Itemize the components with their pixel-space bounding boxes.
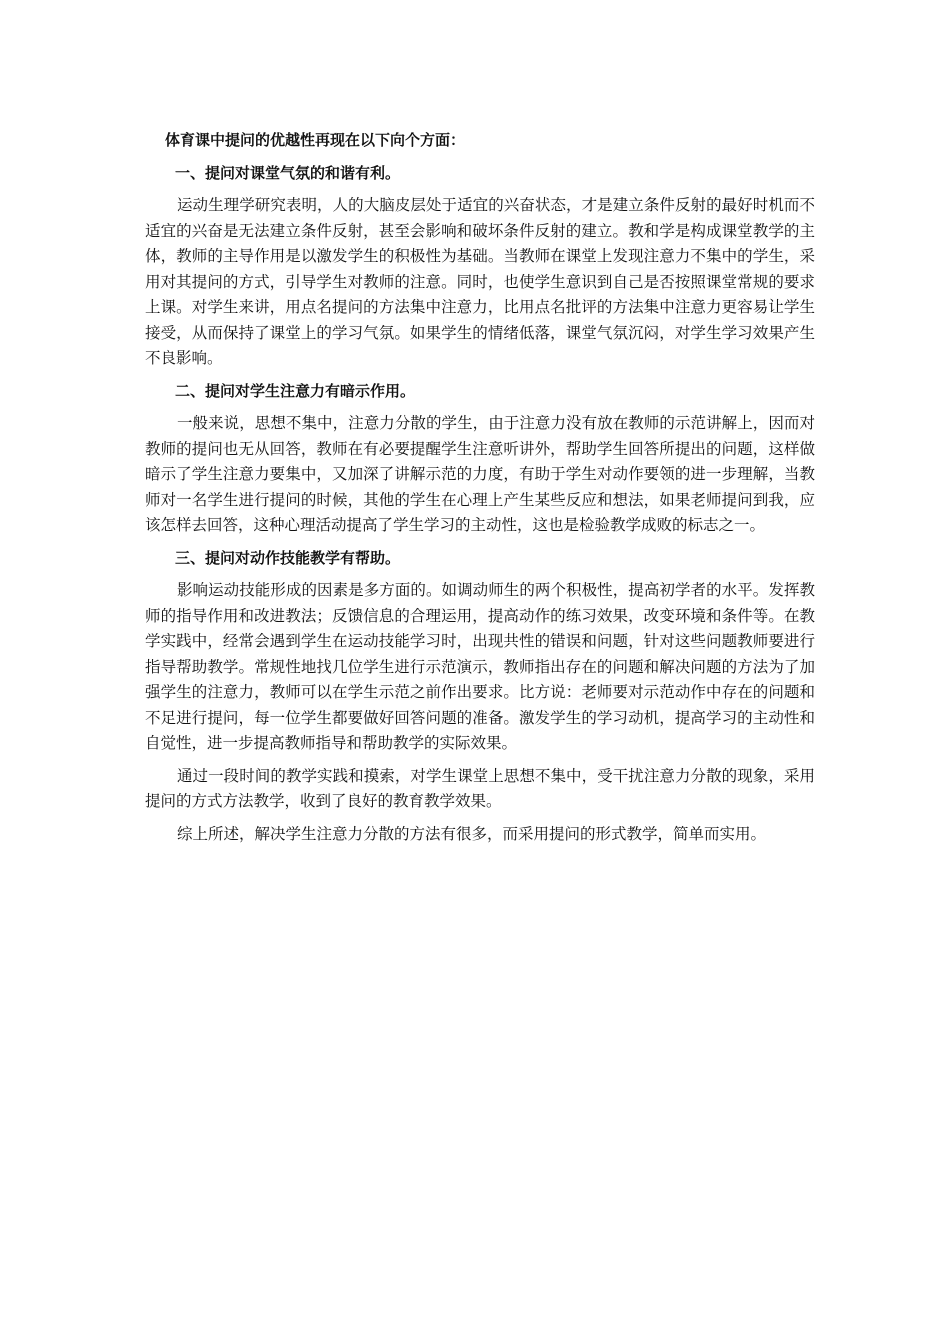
document-page [145, 128, 815, 854]
closing-paragraph-2: 综上所述，解决学生注意力分散的方法有很多，而采用提问的形式教学，简单而实用。 [177, 824, 767, 843]
section-2-body: 一般来说，思想不集中，注意力分散的学生，由于注意力没有放在教师的示范讲解上，因而对教师的提问也无从回答，教师在有必要提醒学生注意听讲外，帮助学生回答所提出的问题，这样做暗示了学生注意力要集中，又加深了讲解示范的力度，有助于学生对动作要领的进一步理解，当教师对一名学生进行提问的时候，其他的学生在心理上产生某些反应和想法，如果老师提问到我，应该怎样去回答，这种心理活动提高了学生学习的主动性，这也是检验教学成败的标志之一。 [145, 414, 815, 534]
section-1-heading: 一、提问对课堂气氛的和谐有利。 [175, 163, 401, 182]
section-2-heading: 二、提问对学生注意力有暗示作用。 [175, 381, 416, 400]
section-3-body: 影响运动技能形成的因素是多方面的。如调动师生的两个积极性，提高初学者的水平。发挥教师的指导作用和改进教法；反馈信息的合理运用，提高动作的练习效果，改变环境和条件等。在教学实践中，经常会遇到学生在运动技能学习时，出现共性的错误和问题，针对这些问题教师要进行指导帮助教学。常规性地找几位学生进行示范演示，教师指出存在的问题和解决问题的方法为了加强学生的注意力，教师可以在学生示范之前作出要求。比方说：老师要对示范动作中存在的问题和不足进行提问，每一位学生都要做好回答问题的准备。激发学生的学习动机，提高学习的主动性和自觉性，进一步提高教师指导和帮助教学的实际效果。 [145, 581, 815, 752]
section-1-body: 运动生理学研究表明，人的大脑皮层处于适宜的兴奋状态，才是建立条件反射的最好时机而不适宜的兴奋是无法建立条件反射，甚至会影响和破坏条件反射的建立。教和学是构成课堂教学的主体，教师的主导作用是以激发学生的积极性为基础。当教师在课堂上发现注意力不集中的学生，采用对其提问的方式，引导学生对教师的注意。同时，也使学生意识到自己是否按照课堂常规的要求上课。对学生来讲，用点名提问的方法集中注意力，比用点名批评的方法集中注意力更容易让学生接受，从而保持了课堂上的学习气氛。如果学生的情绪低落，课堂气氛沉闷，对学生学习效果产生不良影响。 [145, 196, 815, 367]
document-intro: 体育课中提问的优越性再现在以下向个方面： [165, 131, 466, 149]
section-3-heading: 三、提问对动作技能教学有帮助。 [175, 548, 401, 567]
closing-paragraph-1: 通过一段时间的教学实践和摸索，对学生课堂上思想不集中，受干扰注意力分散的现象，采用提问的方式方法教学，收到了良好的教育教学效果。 [145, 766, 815, 810]
